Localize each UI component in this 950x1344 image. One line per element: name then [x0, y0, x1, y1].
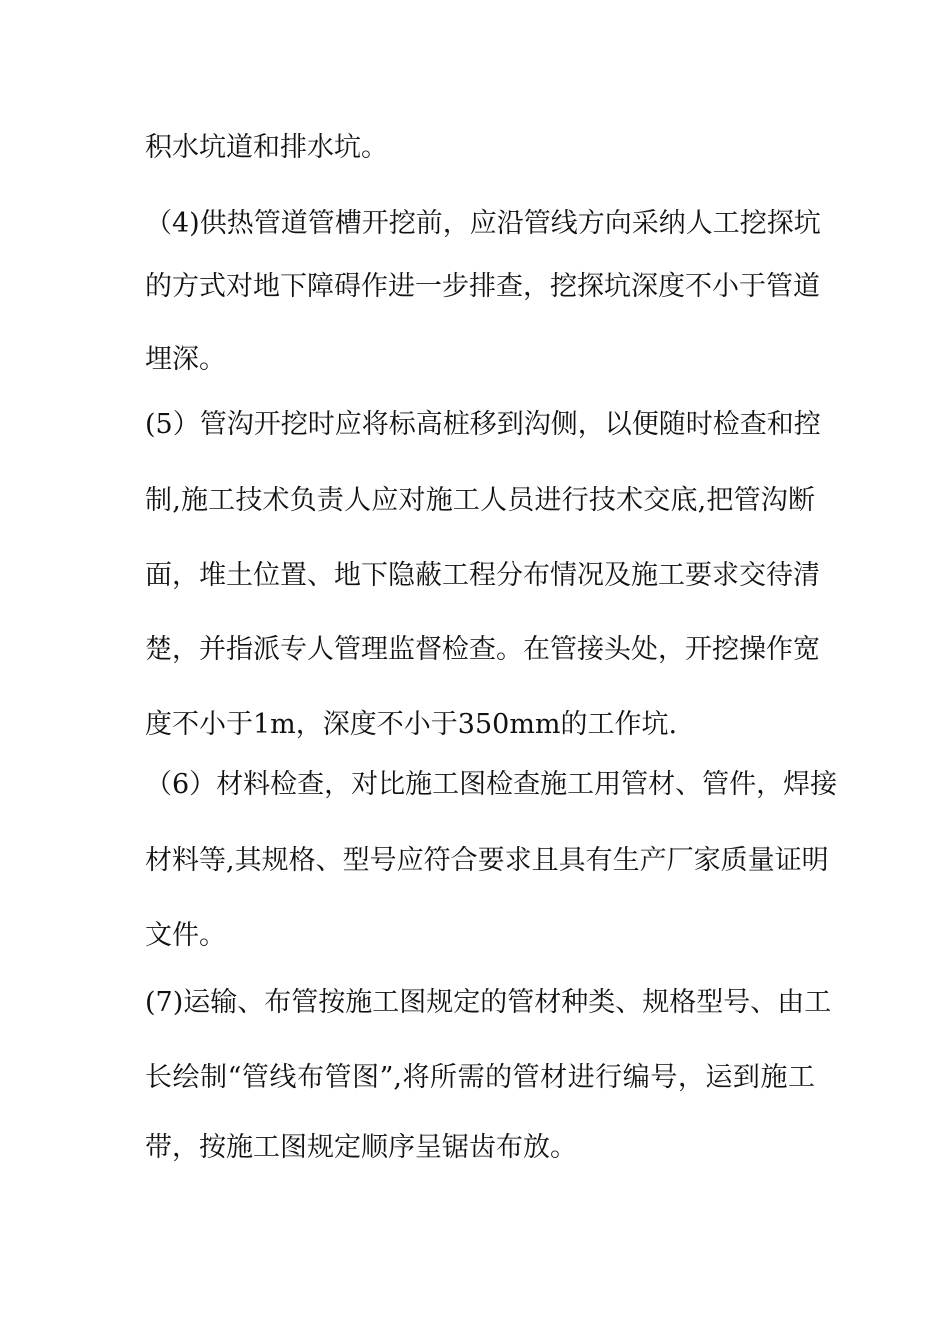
text-line: 楚，并指派专人管理监督检查。在管接头处，开挖操作宽	[145, 634, 820, 665]
text-line: 长绘制“管线布管图”,将所需的管材进行编号，运到施工	[145, 1062, 815, 1093]
text-line: （6）材料检查，对比施工图检查施工用管材、管件，焊接	[145, 769, 838, 800]
text-line: 材料等,其规格、型号应符合要求且具有生产厂家质量证明	[145, 845, 829, 876]
text-line: 埋深。	[145, 344, 226, 375]
text-line: 面，堆土位置、地下隐蔽工程分布情况及施工要求交待清	[145, 560, 820, 591]
text-line: 制,施工技术负责人应对施工人员进行技术交底,把管沟断	[145, 485, 815, 516]
text-line: 带，按施工图规定顺序呈锯齿布放。	[145, 1132, 577, 1163]
text-line: （4)供热管道管槽开挖前，应沿管线方向采纳人工挖探坑	[145, 208, 821, 239]
text-line: 积水坑道和排水坑。	[145, 132, 388, 163]
text-line: 文件。	[145, 920, 226, 951]
text-line: (7)运输、布管按施工图规定的管材种类、规格型号、由工	[145, 987, 832, 1018]
text-line: (5）管沟开挖时应将标高桩移到沟侧，以便随时检查和控	[145, 409, 821, 440]
text-line: 的方式对地下障碍作进一步排查，挖探坑深度不小于管道	[145, 271, 820, 302]
text-line: 度不小于1m，深度不小于350mm的工作坑.	[145, 709, 678, 740]
